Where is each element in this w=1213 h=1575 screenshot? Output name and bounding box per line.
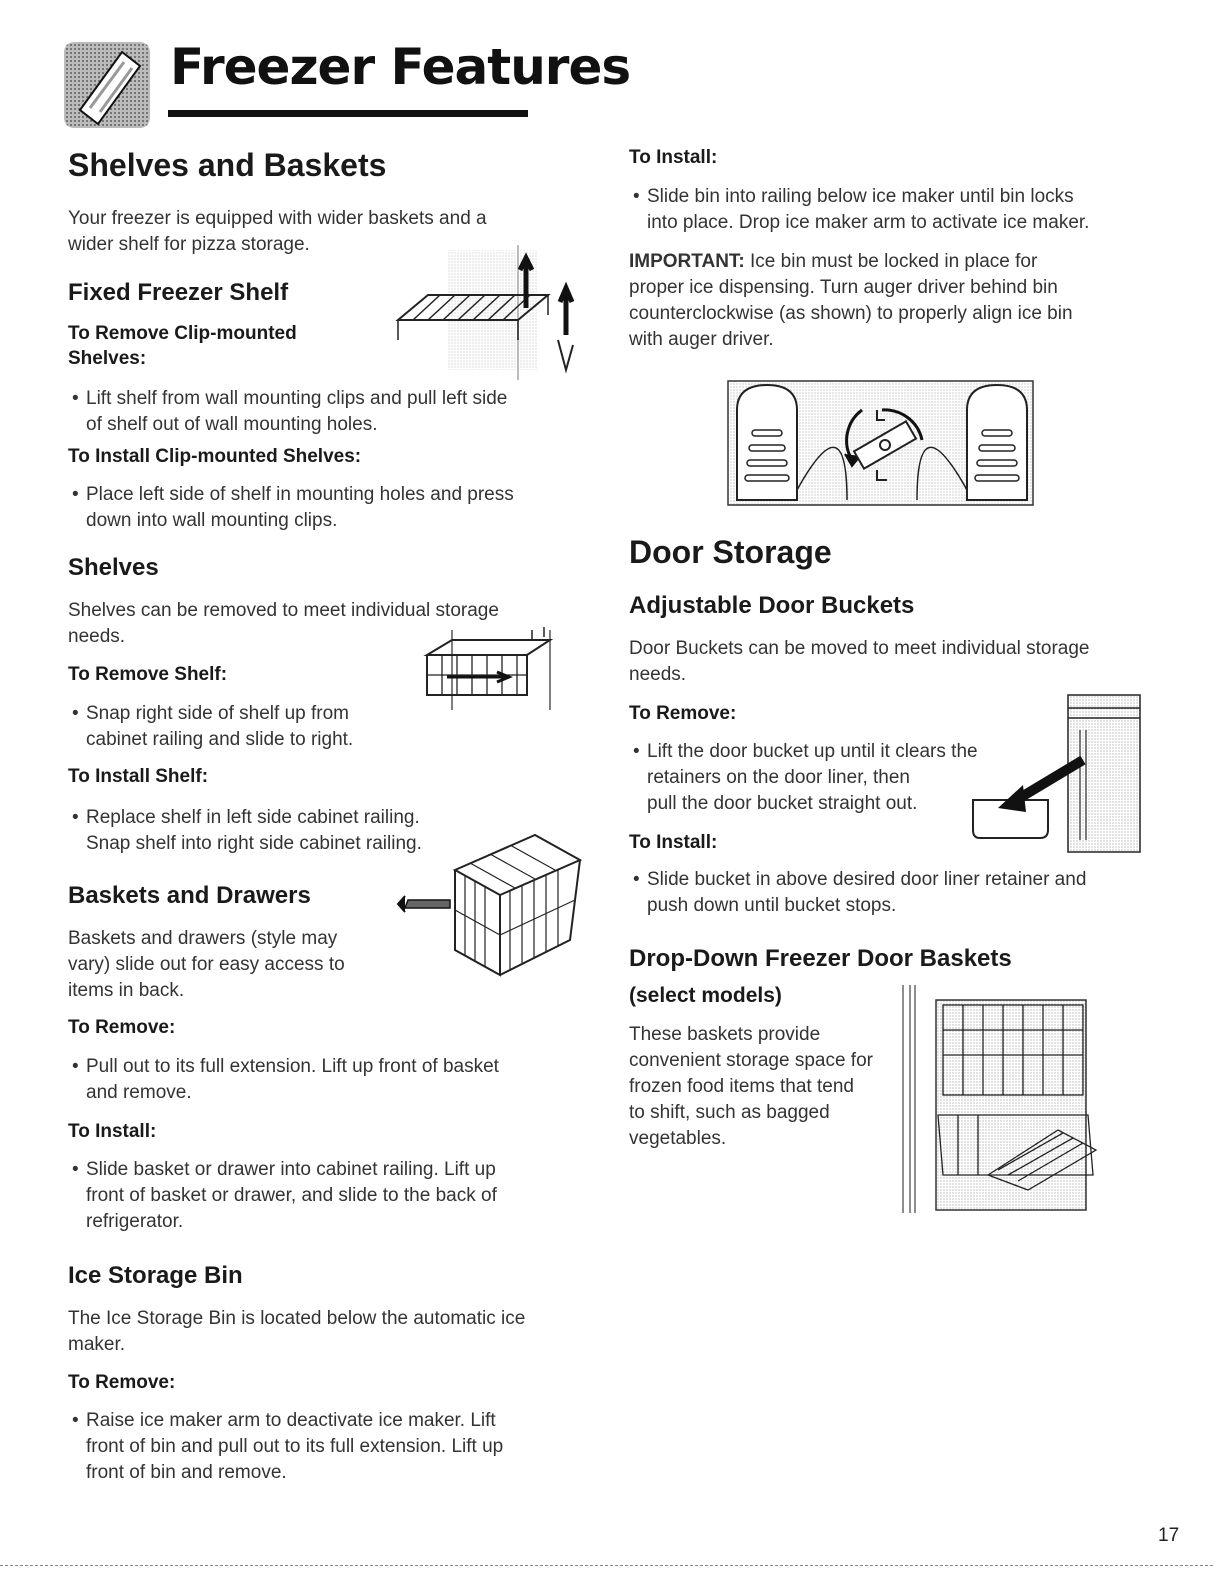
ice-install-label: To Install: [629, 147, 718, 168]
ice-bin-remove-label: To Remove: [68, 1372, 176, 1393]
page-title: Freezer Features [170, 38, 631, 96]
baskets-intro-1: Baskets and drawers (style may [68, 928, 338, 949]
important-label: IMPORTANT: [629, 251, 745, 272]
fixed-shelf-remove-label-2: Shelves: [68, 348, 147, 369]
fixed-shelf-remove-bullet-2: of shelf out of wall mounting holes. [86, 414, 378, 435]
dropdown-baskets-heading: Drop-Down Freezer Door Baskets [629, 945, 1012, 972]
dropdown-select-models: (select models) [629, 984, 782, 1007]
dropdown-text-2: convenient storage space for [629, 1050, 873, 1071]
important-line-3: counterclockwise (as shown) to properly align ice bin [629, 303, 1073, 324]
title-rule [168, 110, 528, 117]
baskets-remove-bullet-2: and remove. [86, 1082, 192, 1103]
door-bucket-illustration [968, 690, 1143, 855]
shelves-baskets-intro-1: Your freezer is equipped with wider baskets and a [68, 208, 487, 229]
ice-install-bullet-2: into place. Drop ice maker arm to activate ice maker. [647, 212, 1090, 233]
shelves-install-label: To Install Shelf: [68, 766, 209, 787]
door-buckets-remove-label: To Remove: [629, 703, 737, 724]
shelves-install-bullet-2: Snap shelf into right side cabinet railing. [86, 833, 422, 854]
shelves-intro-2: needs. [68, 626, 126, 647]
dropdown-basket-illustration [898, 985, 1098, 1215]
door-buckets-install-bullet-1: • Slide bucket in above desired door liner retainer and [629, 867, 1086, 893]
baskets-heading: Baskets and Drawers [68, 882, 311, 909]
door-buckets-intro-1: Door Buckets can be moved to meet individual storage [629, 638, 1090, 659]
dropdown-text-3: frozen food items that tend [629, 1076, 854, 1097]
important-line-2: proper ice dispensing. Turn auger driver behind bin [629, 277, 1058, 298]
shelves-remove-bullet-2: cabinet railing and slide to right. [86, 729, 354, 750]
ice-bin-heading: Ice Storage Bin [68, 1262, 243, 1289]
page-number: 17 [1158, 1525, 1180, 1546]
ice-bin-remove-bullet-1: • Raise ice maker arm to deactivate ice maker. Lift [68, 1408, 496, 1434]
ice-bin-remove-bullet-3: front of bin and remove. [86, 1462, 287, 1483]
door-buckets-install-bullet-2: push down until bucket stops. [647, 895, 897, 916]
fixed-shelf-remove-label-1: To Remove Clip-mounted [68, 323, 297, 344]
important-line-4: with auger driver. [629, 329, 774, 350]
baskets-intro-3: items in back. [68, 980, 185, 1001]
baskets-install-bullet-3: refrigerator. [86, 1211, 184, 1232]
dropdown-text-1: These baskets provide [629, 1024, 821, 1045]
door-storage-heading: Door Storage [629, 534, 832, 570]
baskets-install-bullet-1: • Slide basket or drawer into cabinet railing. Lift up [68, 1157, 496, 1183]
door-buckets-install-label: To Install: [629, 832, 718, 853]
dropdown-text-4: to shift, such as bagged [629, 1102, 830, 1123]
shelves-baskets-heading: Shelves and Baskets [68, 147, 387, 183]
baskets-intro-2: vary) slide out for easy access to [68, 954, 345, 975]
shelves-remove-bullet-1: • Snap right side of shelf up from [68, 701, 349, 727]
door-buckets-heading: Adjustable Door Buckets [629, 592, 915, 619]
ice-install-bullet-1: • Slide bin into railing below ice maker until bin locks [629, 184, 1074, 210]
fixed-shelf-install-bullet-1: • Place left side of shelf in mounting holes and press [68, 482, 514, 508]
footer-rule [0, 1565, 1213, 1566]
shelves-baskets-intro-2: wider shelf for pizza storage. [68, 234, 310, 255]
shelves-install-bullet-1: • Replace shelf in left side cabinet railing. [68, 805, 420, 831]
shelves-heading: Shelves [68, 554, 159, 581]
fixed-shelf-illustration [388, 240, 583, 390]
important-line-1 [629, 249, 1037, 275]
door-buckets-remove-bullet-1: • Lift the door bucket up until it clears the [629, 739, 978, 765]
door-buckets-intro-2: needs. [629, 664, 687, 685]
freezer-popsicle-icon [62, 40, 152, 130]
ice-bin-intro-2: maker. [68, 1334, 126, 1355]
auger-driver-illustration [727, 380, 1034, 508]
ice-bin-intro-1: The Ice Storage Bin is located below the automatic ice [68, 1308, 526, 1329]
shelves-remove-label: To Remove Shelf: [68, 664, 228, 685]
basket-illustration [400, 830, 585, 980]
baskets-install-bullet-2: front of basket or drawer, and slide to the back of [86, 1185, 497, 1206]
baskets-remove-bullet-1: • Pull out to its full extension. Lift up front of basket [68, 1054, 499, 1080]
door-buckets-remove-bullet-2: retainers on the door liner, then [647, 767, 911, 788]
important-text-1: Ice bin must be locked in place for [750, 251, 1038, 272]
ice-bin-remove-bullet-2: front of bin and pull out to its full extension. Lift up [86, 1436, 504, 1457]
shelves-intro-1: Shelves can be removed to meet individual storage [68, 600, 499, 621]
door-buckets-remove-bullet-3: pull the door bucket straight out. [647, 793, 918, 814]
baskets-install-label: To Install: [68, 1121, 157, 1142]
baskets-remove-label: To Remove: [68, 1017, 176, 1038]
fixed-shelf-remove-bullet-1: • Lift shelf from wall mounting clips and pull left side [68, 386, 507, 412]
fixed-shelf-install-label: To Install Clip-mounted Shelves: [68, 446, 362, 467]
fixed-shelf-heading: Fixed Freezer Shelf [68, 279, 289, 306]
shelf-illustration [412, 625, 557, 715]
fixed-shelf-install-bullet-2: down into wall mounting clips. [86, 510, 338, 531]
dropdown-text-5: vegetables. [629, 1128, 727, 1149]
